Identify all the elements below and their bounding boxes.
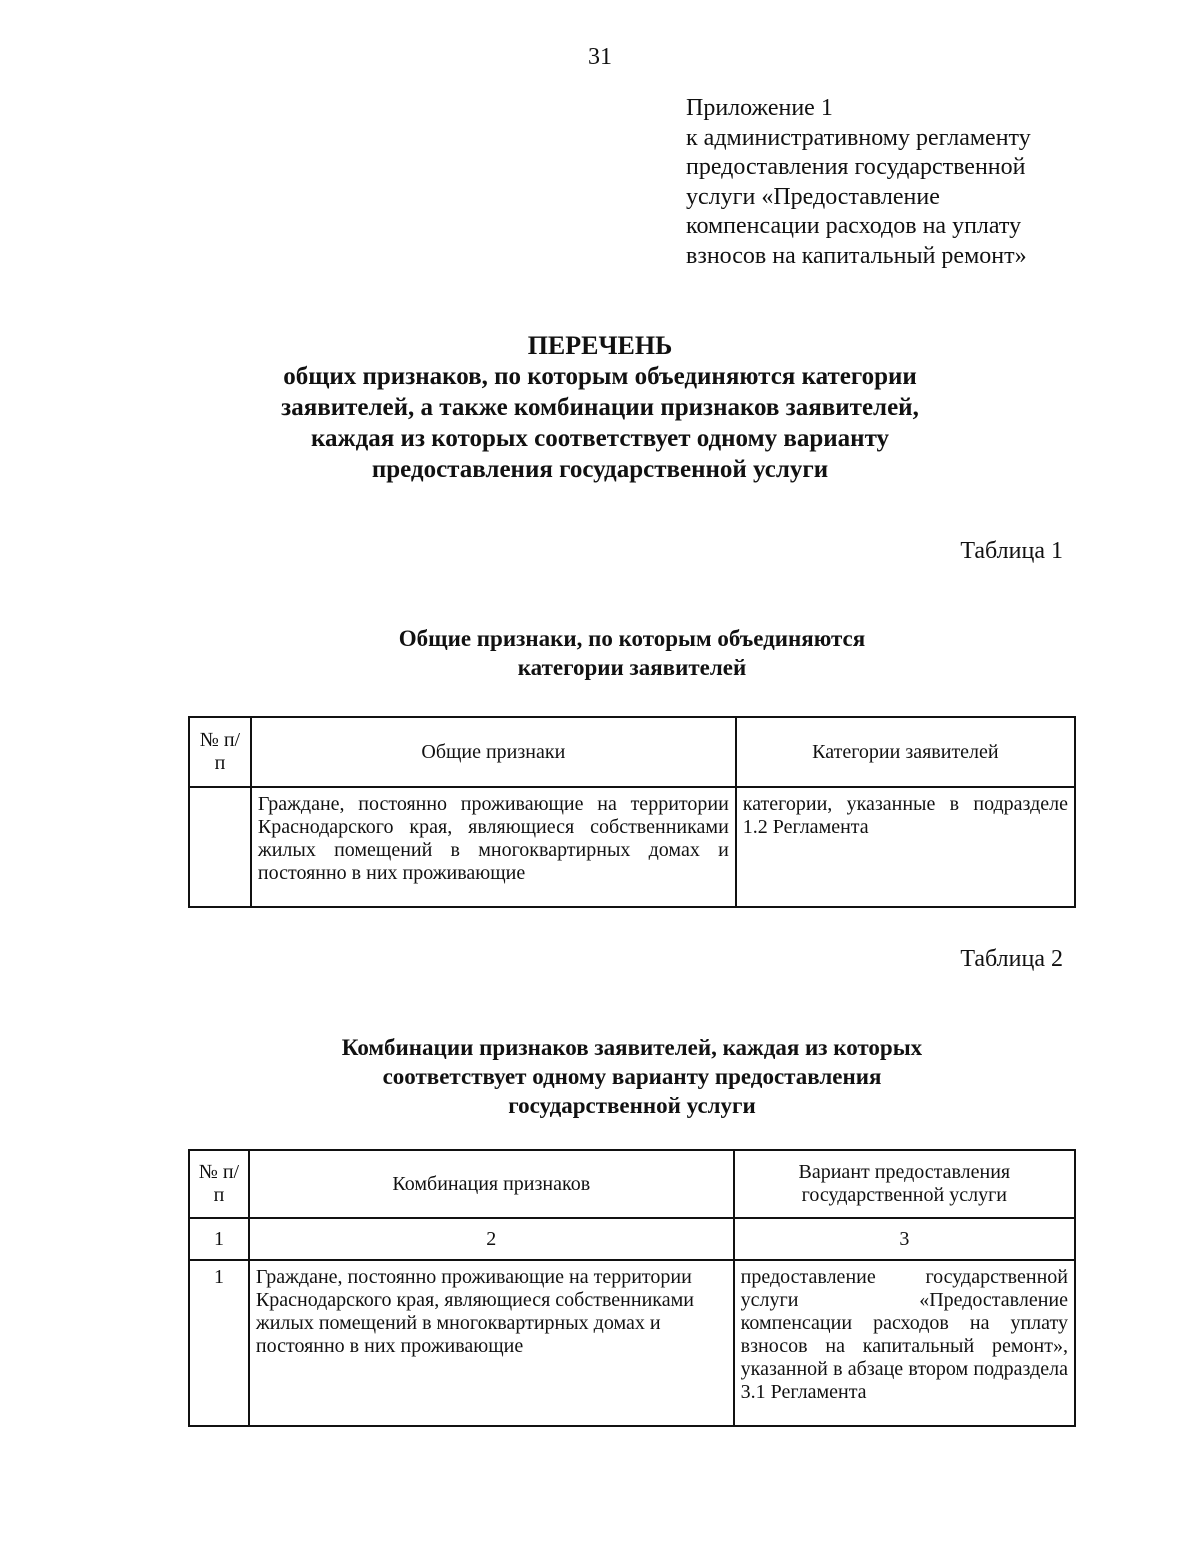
title-heading: ПЕРЕЧЕНЬ — [527, 331, 673, 360]
table1 — [188, 716, 1076, 908]
annex-line: Приложение 1 — [686, 95, 833, 121]
table1-label: Таблица 1 — [960, 538, 1063, 564]
table2-title-line: государственной услуги — [508, 1093, 756, 1118]
table2-header-combination: Комбинация признаков — [249, 1150, 734, 1218]
title-line: каждая из которых соответствует одному варианту — [310, 425, 890, 452]
title-line: общих признаков, по которым объединяются категории — [283, 363, 917, 390]
table1-header-feature: Общие признаки — [251, 717, 736, 787]
table1-header-row — [189, 717, 1075, 787]
table2-colnum: 2 — [249, 1218, 734, 1260]
table2-cell-variant: предоставление государственной услуги «Предоставление компенсации расходов на уплату взносов на капитальный ремонт», указанной в абзаце втором подраздела 3.1 Регламента — [734, 1260, 1075, 1426]
table2-colnum: 1 — [189, 1218, 249, 1260]
table2-title-line: соответствует одному варианту предоставления — [382, 1064, 882, 1089]
annex-line: услуги «Предоставление — [686, 183, 940, 210]
title-line: предоставления государственной услуги — [371, 456, 829, 483]
annex-line: предоставления государственной — [686, 154, 1026, 180]
table-row — [189, 1260, 1075, 1426]
table-row — [189, 787, 1075, 907]
table2-cell-num: 1 — [189, 1260, 249, 1426]
table1-title-line: категории заявителей — [517, 655, 747, 680]
table1-header-category: Категории заявителей — [736, 717, 1075, 787]
table2 — [188, 1149, 1076, 1427]
table2-cell-combination: Граждане, постоянно проживающие на территории Краснодарского края, являющиеся собственниками жилых помещений в многоквартирных домах и постоянно в них проживающие — [249, 1260, 734, 1426]
document-title — [0, 330, 1200, 485]
table1-title-line: Общие признаки, по которым объединяются — [398, 626, 866, 651]
table2-title-line: Комбинации признаков заявителей, каждая из которых — [341, 1035, 923, 1060]
table2-header-row — [189, 1150, 1075, 1218]
table1-title — [0, 624, 1200, 682]
title-line: заявителей, а также комбинации признаков заявителей, — [281, 394, 919, 421]
table2-title — [0, 1033, 1200, 1120]
table1-cell-category: категории, указанные в подразделе 1.2 Регламента — [736, 787, 1075, 907]
annex-line: взносов на капитальный ремонт» — [686, 242, 1027, 269]
table1-header-num: № п/п — [189, 717, 251, 787]
table1-cell-feature: Граждане, постоянно проживающие на территории Краснодарского края, являющиеся собственниками жилых помещений в многоквартирных домах и постоянно в них проживающие — [251, 787, 736, 907]
table2-colnum: 3 — [734, 1218, 1075, 1260]
table2-column-numbers-row — [189, 1218, 1075, 1260]
table2-label: Таблица 2 — [960, 946, 1063, 972]
table2-header-num: № п/п — [189, 1150, 249, 1218]
table1-cell-num — [189, 787, 251, 907]
annex-line: компенсации расходов на уплату — [686, 213, 1022, 239]
annex-line: к административному регламенту — [686, 124, 1031, 151]
table2-header-variant: Вариант предоставления государственной услуги — [734, 1150, 1075, 1218]
annex-reference — [686, 94, 1106, 271]
page-number: 31 — [588, 44, 612, 70]
